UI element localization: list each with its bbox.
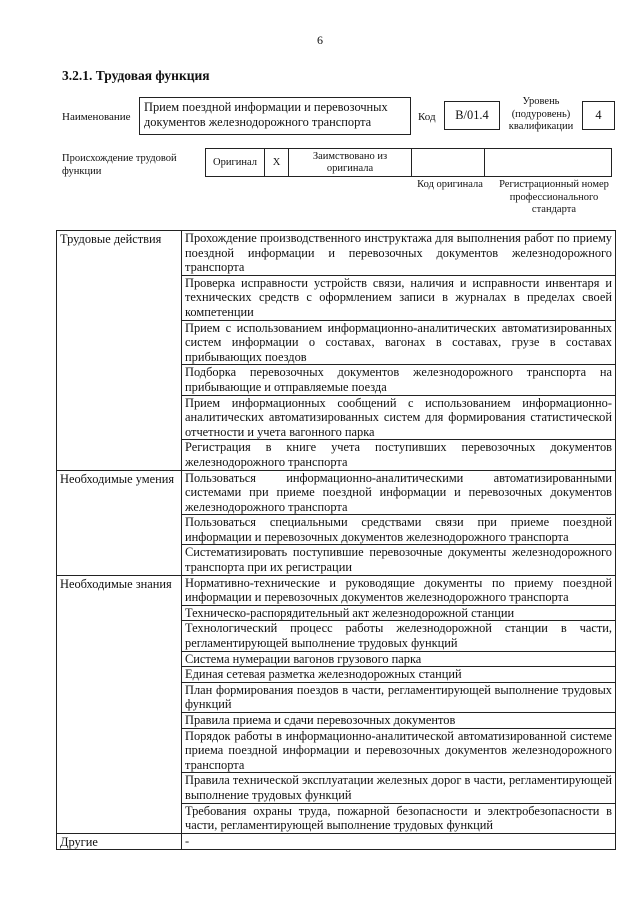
item-cell: Технологический процесс работы железнодорожной станции в части, регламентирующей выполнение трудовых функций	[182, 621, 616, 651]
level-label: Уровень (подуровень) квалификации	[508, 96, 574, 132]
function-details-table	[56, 230, 616, 850]
page-number: 6	[317, 33, 323, 47]
table-row	[57, 575, 616, 605]
item-cell: Систематизировать поступившие перевозочные документы железнодорожного транспорта при их регистрации	[182, 545, 616, 575]
name-label: Наименование	[62, 111, 131, 123]
borrowed-cell: Заимствовано из оригинала	[288, 148, 412, 177]
item-cell: Требования охраны труда, пожарной безопасности и электробезопасности в части, регламентирующей выполнение трудовых функций	[182, 803, 616, 833]
item-cell: Пользоваться информационно-аналитическими автоматизированными системами при приеме поездной информации и перевозочных документов железнодорожного транспорта	[182, 470, 616, 515]
item-cell: Единая сетевая разметка железнодорожных станций	[182, 667, 616, 683]
function-name-box: Прием поездной информации и перевозочных документов железнодорожного транспорта	[139, 97, 411, 135]
item-cell: Правила технической эксплуатации железных дорог в части, регламентирующей выполнение трудовых функций	[182, 773, 616, 803]
code-label: Код	[418, 111, 436, 123]
table-row	[57, 470, 616, 515]
item-cell: Прием информационных сообщений с использованием информационно-аналитических автоматизированных систем для формирования статистической отчетности и учета вагонного парка	[182, 395, 616, 440]
original-mark-cell: X	[264, 148, 289, 177]
item-cell: Регистрация в книге учета поступивших перевозочных документов железнодорожного транспорта	[182, 440, 616, 470]
code-value-box: B/01.4	[444, 101, 500, 130]
item-cell: -	[182, 833, 616, 850]
item-cell: Проверка исправности устройств связи, наличия и исправности инвентаря и технических средств с оформлением записи в журналах в пределах своей компетенции	[182, 275, 616, 320]
item-cell: Система нумерации вагонов грузового парка	[182, 651, 616, 667]
origin-label: Происхождение трудовой функции	[62, 153, 177, 177]
section-title: 3.2.1. Трудовая функция	[62, 68, 210, 83]
original-code-caption: Код оригинала	[417, 179, 483, 190]
registration-number-caption: Регистрационный номер профессионального стандарта	[499, 179, 609, 215]
item-cell: Подборка перевозочных документов железнодорожного транспорта на прибывающие и отправляемые поезда	[182, 365, 616, 395]
category-cell: Необходимые умения	[57, 470, 182, 575]
item-cell: Прохождение производственного инструктажа для выполнения работ по приему поездной информации и перевозочных документов железнодорожного транспорта	[182, 231, 616, 276]
category-cell: Другие	[57, 833, 182, 850]
item-cell: Порядок работы в информационно-аналитической автоматизированной системе приема поездной информации и перевозочных документов железнодорожного транспорта	[182, 728, 616, 773]
original-code-cell	[411, 148, 485, 177]
item-cell: План формирования поездов в части, регламентирующей выполнение трудовых функций	[182, 682, 616, 712]
table-row	[57, 231, 616, 276]
original-cell: Оригинал	[205, 148, 265, 177]
item-cell: Техническо-распорядительный акт железнодорожной станции	[182, 605, 616, 621]
registration-number-cell	[484, 148, 612, 177]
category-cell: Необходимые знания	[57, 575, 182, 833]
item-cell: Правила приема и сдачи перевозочных документов	[182, 713, 616, 729]
item-cell: Нормативно-технические и руководящие документы по приему поездной информации и перевозочных документов железнодорожного транспорта	[182, 575, 616, 605]
item-cell: Пользоваться специальными средствами связи при приеме поездной информации и перевозочных документов железнодорожного транспорта	[182, 515, 616, 545]
level-value-box: 4	[582, 101, 615, 130]
table-row	[57, 833, 616, 850]
origin-row	[206, 148, 616, 177]
item-cell: Прием с использованием информационно-аналитических автоматизированных систем информации о составах, вагонах в составах, грузе в составах прибывающих поездов	[182, 320, 616, 365]
category-cell: Трудовые действия	[57, 231, 182, 471]
